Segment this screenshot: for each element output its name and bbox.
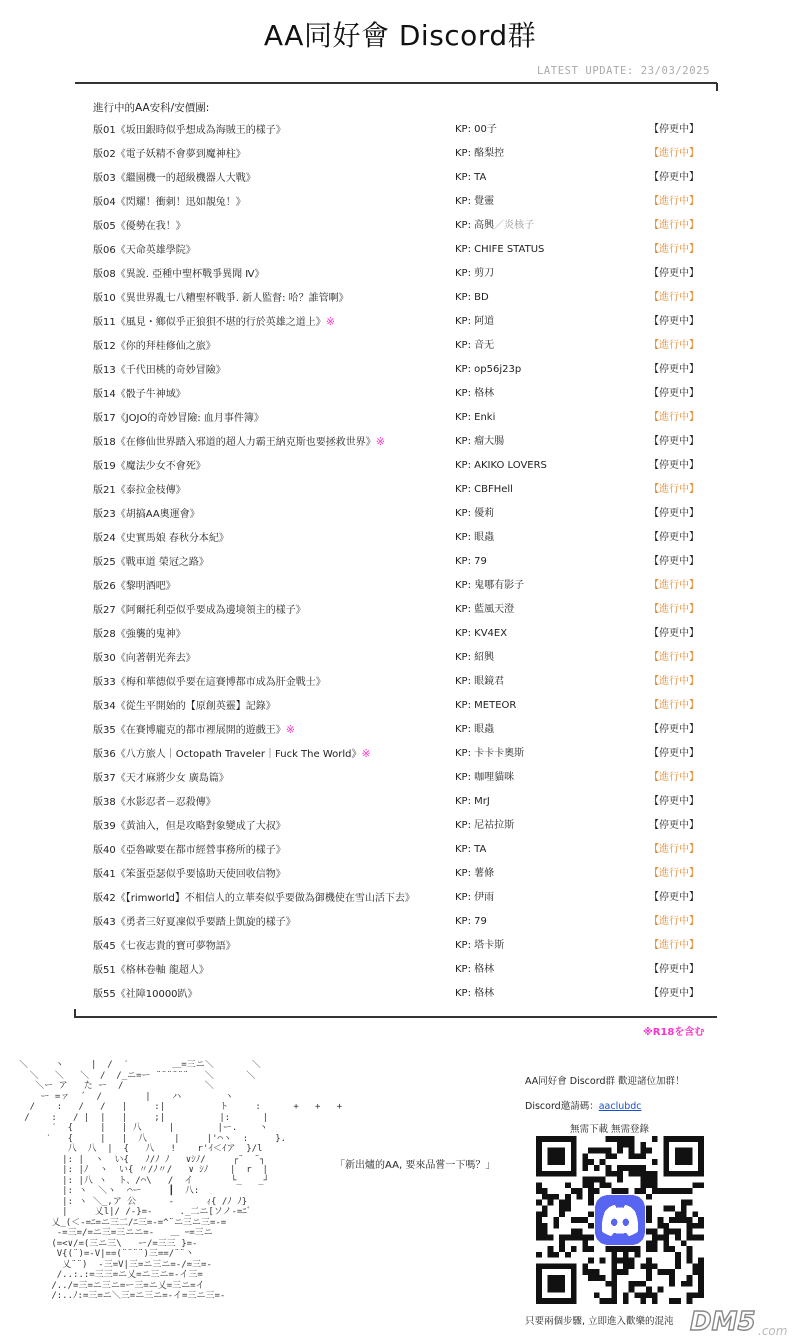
thread-title[interactable] [93, 814, 286, 839]
kp-name: KP: METEOR [455, 700, 517, 711]
thread-status: 【停更中】 [649, 364, 699, 375]
thread-status: 【進行中】 [649, 148, 699, 159]
thread-number: 版18 [93, 437, 116, 448]
invite-code [525, 1098, 642, 1112]
thread-title[interactable] [93, 310, 335, 335]
aa-quote: 「新出爐的AA, 要來品嘗一下嗎？」 [335, 1160, 496, 1171]
thread-status: 【停更中】 [649, 388, 699, 399]
thread-number: 版13 [93, 365, 116, 376]
thread-title[interactable] [93, 670, 326, 695]
thread-status: 【停更中】 [649, 820, 699, 831]
thread-row [93, 718, 703, 742]
kp-name: KP: 藍風天澄 [455, 604, 515, 615]
thread-kp [455, 742, 524, 766]
thread-name: 《笨蛋亞瑟似乎要協助天使回收信物》 [115, 869, 286, 880]
thread-title[interactable] [93, 358, 226, 383]
thread-status: 【進行中】 [649, 196, 699, 207]
thread-status: 【停更中】 [649, 268, 699, 279]
thread-status: 【進行中】 [649, 604, 699, 615]
svg-text:.com: .com [758, 1324, 788, 1338]
thread-title[interactable] [93, 646, 196, 671]
thread-status: 【停更中】 [649, 964, 699, 975]
thread-title[interactable] [93, 694, 276, 719]
thread-kp [455, 646, 494, 670]
thread-number: 版39 [93, 821, 116, 832]
thread-status: 【進行中】 [649, 868, 699, 879]
thread-title[interactable] [93, 478, 186, 503]
kp-name: KP: 鬼哪有影子 [455, 580, 525, 591]
kp-name: KP: 薯條 [455, 868, 495, 879]
kp-name: KP: 79 [455, 556, 487, 567]
thread-title[interactable] [93, 982, 198, 1007]
thread-row [93, 982, 703, 1006]
thread-row [93, 838, 703, 862]
kp-name: KP: 伊雨 [455, 892, 495, 903]
thread-kp [455, 982, 494, 1006]
thread-name: 《你的拜桂修仙之旅》 [115, 341, 216, 352]
thread-title[interactable] [93, 118, 286, 143]
thread-title[interactable] [93, 286, 349, 311]
kp-co-name: ／炎核子 [494, 220, 535, 231]
thread-title[interactable] [93, 742, 371, 767]
thread-name: 《優勢在我！》 [115, 221, 186, 232]
thread-kp [455, 166, 486, 190]
thread-row [93, 766, 703, 790]
thread-number: 版06 [93, 245, 116, 256]
last-update: LATEST UPDATE: 23/03/2025 [536, 65, 710, 77]
thread-title[interactable] [93, 574, 176, 599]
thread-row [93, 334, 703, 358]
thread-name: 《異世界亂七八糟聖杯戰爭. 新人監督: 哈？誰管啊》 [115, 293, 349, 304]
thread-kp [455, 766, 514, 790]
thread-title[interactable] [93, 382, 186, 407]
thread-title[interactable] [93, 190, 246, 215]
thread-row [93, 406, 703, 430]
thread-name: 《向著朝光奔去》 [115, 653, 196, 664]
thread-kp [455, 790, 490, 814]
thread-row [93, 934, 703, 958]
thread-kp [455, 142, 504, 166]
thread-title[interactable] [93, 622, 186, 647]
thread-title[interactable] [93, 526, 229, 551]
thread-row [93, 214, 703, 238]
thread-number: 版04 [93, 197, 116, 208]
thread-number: 版38 [93, 797, 116, 808]
thread-name: 《閃耀！衝刺！迅如靚兔！》 [115, 197, 246, 208]
thread-row [93, 862, 703, 886]
kp-name: KP: 優莉 [455, 508, 495, 519]
thread-status: 【進行中】 [649, 916, 699, 927]
thread-row [93, 502, 703, 526]
thread-name: 《骰子牛神域》 [115, 389, 186, 400]
thread-row [93, 286, 703, 310]
thread-title[interactable] [93, 766, 229, 791]
kp-name: KP: 尼祜拉斯 [455, 820, 515, 831]
thread-kp [455, 958, 494, 982]
thread-name: 《社障10000趴》 [115, 989, 198, 1000]
thread-kp [455, 358, 521, 382]
kp-name: KP: 卡卡卡奧斯 [455, 748, 525, 759]
kp-name: KP: 格林 [455, 988, 495, 999]
thread-number: 版12 [93, 341, 116, 352]
kp-name: KP: 高興 [455, 220, 495, 231]
thread-title[interactable] [93, 166, 256, 191]
thread-title[interactable] [93, 454, 206, 479]
thread-number: 版05 [93, 221, 116, 232]
thread-kp [455, 262, 494, 286]
thread-name: 《風見・鄉似乎正狼狽不堪的行於英雄之道上》 [115, 317, 326, 328]
thread-number: 版36 [93, 749, 116, 760]
thread-name: 《在賽博龐克的都市裡展開的遊戲王》 [115, 725, 286, 736]
kp-name: KP: 眼蟲 [455, 724, 495, 735]
thread-title[interactable] [93, 238, 196, 263]
thread-title[interactable] [93, 718, 295, 743]
thread-name: 《勇者三好夏凜似乎要踏上凱旋的樣子》 [115, 917, 296, 928]
bottom-rule [75, 1016, 717, 1018]
thread-name: 《水影忍者－忍殺傳》 [115, 797, 216, 808]
thread-status: 【進行中】 [649, 676, 699, 687]
kp-name: KP: TA [455, 172, 487, 183]
thread-row [93, 310, 703, 334]
dm5-watermark-logo [688, 1302, 798, 1340]
thread-name: 《黎明酒吧》 [115, 581, 176, 592]
thread-status: 【進行中】 [649, 580, 699, 591]
thread-kp [455, 334, 494, 358]
thread-status: 【停更中】 [649, 124, 699, 135]
kp-name: KP: 覺靈 [455, 196, 495, 207]
thread-row [93, 166, 703, 190]
thread-title[interactable] [93, 334, 216, 359]
section-heading: 進行中的AA安科/安價團: [93, 102, 210, 114]
thread-row [93, 190, 703, 214]
invite-code-link[interactable]: aaclubdc [598, 1101, 642, 1112]
thread-number: 版34 [93, 701, 116, 712]
thread-name: 《強襲的鬼神》 [115, 629, 186, 640]
thread-number: 版21 [93, 485, 116, 496]
thread-kp [455, 574, 524, 598]
thread-row [93, 574, 703, 598]
thread-title[interactable] [93, 430, 385, 455]
thread-status: 【停更中】 [649, 988, 699, 999]
thread-name: 《坂田銀時似乎想成為海賊王的樣子》 [115, 125, 286, 136]
thread-number: 版14 [93, 389, 116, 400]
thread-list [93, 118, 703, 1006]
thread-name: 《八方旅人｜Octopath Traveler｜Fuck The World》 [115, 749, 362, 760]
kp-name: KP: BD [455, 292, 489, 303]
thread-row [93, 142, 703, 166]
thread-number: 版01 [93, 125, 116, 136]
thread-name: 《阿爾托利亞似乎要成為邊境領主的樣子》 [115, 605, 306, 616]
page-title: AA同好會 Discord群 [263, 19, 537, 52]
thread-kp [455, 502, 494, 526]
thread-status: 【進行中】 [649, 340, 699, 351]
thread-kp [455, 430, 504, 454]
thread-kp [455, 550, 487, 574]
thread-status: 【進行中】 [649, 772, 699, 783]
thread-kp [455, 622, 507, 646]
kp-name: KP: CHIFE STATUS [455, 244, 545, 255]
thread-status: 【進行中】 [649, 844, 699, 855]
thread-title[interactable] [93, 886, 415, 911]
r18-mark: ※ [285, 723, 295, 736]
svg-text:DM5: DM5 [690, 1307, 756, 1337]
thread-status: 【停更中】 [649, 460, 699, 471]
kp-name: KP: 00子 [455, 124, 497, 135]
kp-name: KP: 格林 [455, 388, 495, 399]
thread-row [93, 478, 703, 502]
thread-row [93, 694, 703, 718]
thread-status: 【停更中】 [649, 748, 699, 759]
thread-row [93, 454, 703, 478]
thread-kp [455, 118, 497, 142]
kp-name: KP: TA [455, 844, 487, 855]
thread-status: 【停更中】 [649, 316, 699, 327]
thread-kp [455, 694, 516, 718]
thread-name: 《戰車道 榮冠之路》 [115, 557, 209, 568]
thread-status: 【進行中】 [649, 244, 699, 255]
thread-number: 版03 [93, 173, 116, 184]
thread-name: 《天命英雄學院》 [115, 245, 196, 256]
r18-mark: ※ [325, 315, 335, 328]
thread-status: 【停更中】 [649, 556, 699, 567]
thread-number: 版28 [93, 629, 116, 640]
thread-row [93, 670, 703, 694]
thread-kp [455, 886, 494, 910]
kp-name: KP: 眼鏡君 [455, 676, 505, 687]
thread-number: 版40 [93, 845, 116, 856]
discord-qr-code [536, 1136, 704, 1304]
thread-title[interactable] [93, 550, 209, 575]
r18-note: ※R18を含む [643, 1027, 705, 1038]
thread-row [93, 790, 703, 814]
thread-kp [455, 310, 494, 334]
thread-row [93, 550, 703, 574]
thread-name: 《泰拉金枝傳》 [115, 485, 186, 496]
thread-name: 《梅和華德似乎要在這賽博都市成為肝金戰士》 [115, 677, 326, 688]
discord-icon [595, 1195, 645, 1245]
kp-name: KP: CBFHell [455, 484, 513, 495]
thread-title[interactable] [93, 862, 286, 887]
thread-title[interactable] [93, 598, 306, 623]
thread-kp [455, 286, 489, 310]
thread-status: 【進行中】 [649, 292, 699, 303]
thread-row [93, 742, 703, 766]
invite-code-label: Discord邀請碼： [525, 1101, 599, 1112]
thread-number: 版33 [93, 677, 116, 688]
thread-row [93, 262, 703, 286]
thread-row [93, 358, 703, 382]
thread-kp [455, 838, 486, 862]
thread-kp [455, 814, 514, 838]
thread-kp [455, 670, 504, 694]
thread-kp [455, 382, 494, 406]
r18-mark: ※ [375, 435, 385, 448]
thread-status: 【停更中】 [649, 532, 699, 543]
thread-title[interactable] [93, 934, 236, 959]
thread-name: 《黃油入，但是攻略對象變成了大叔》 [115, 821, 286, 832]
kp-name: KP: KV4EX [455, 628, 508, 639]
thread-row [93, 910, 703, 934]
thread-row [93, 622, 703, 646]
thread-row [93, 430, 703, 454]
thread-kp [455, 214, 534, 238]
thread-status: 【進行中】 [649, 412, 699, 423]
thread-name: 《【rimworld】不相信人的立華奏似乎要做為御機使在雪山活下去》 [115, 893, 415, 904]
thread-number: 版41 [93, 869, 116, 880]
thread-name: 《JOJO的奇妙冒險: 血月事件簿》 [115, 413, 264, 424]
thread-title[interactable] [93, 214, 186, 239]
thread-kp [455, 862, 494, 886]
kp-name: KP: AKIKO LOVERS [455, 460, 547, 471]
thread-title[interactable] [93, 142, 246, 167]
thread-number: 版30 [93, 653, 116, 664]
thread-number: 版26 [93, 581, 116, 592]
thread-status: 【停更中】 [649, 172, 699, 183]
thread-row [93, 646, 703, 670]
thread-status: 【進行中】 [649, 220, 699, 231]
invite-title: AA同好會 Discord群 歡迎諸位加群！ [525, 1076, 685, 1087]
kp-name: KP: Enki [455, 412, 496, 423]
thread-kp [455, 526, 494, 550]
thread-status: 【進行中】 [649, 484, 699, 495]
thread-row [93, 238, 703, 262]
thread-number: 版08 [93, 269, 116, 280]
kp-name: KP: 塔卡斯 [455, 940, 505, 951]
thread-kp [455, 190, 494, 214]
thread-status: 【進行中】 [649, 700, 699, 711]
thread-number: 版37 [93, 773, 116, 784]
top-rule [75, 82, 717, 84]
thread-title[interactable] [93, 838, 286, 863]
thread-number: 版43 [93, 917, 116, 928]
thread-name: 《魔法少女不會死》 [115, 461, 206, 472]
thread-kp [455, 910, 487, 934]
thread-name: 《千代田桃的奇妙冒險》 [115, 365, 226, 376]
thread-number: 版27 [93, 605, 116, 616]
thread-number: 版55 [93, 989, 116, 1000]
thread-number: 版25 [93, 557, 116, 568]
thread-row [93, 886, 703, 910]
thread-title[interactable] [93, 910, 296, 935]
thread-kp [455, 454, 547, 478]
thread-number: 版51 [93, 965, 116, 976]
thread-title[interactable] [93, 790, 216, 815]
kp-name: KP: 79 [455, 916, 487, 927]
thread-number: 版19 [93, 461, 116, 472]
qr-caption: 只要兩個步驟, 立即進入歡樂的混沌 [525, 1316, 674, 1327]
thread-number: 版17 [93, 413, 116, 424]
thread-name: 《在修仙世界踏入邪道的超人力霸王納克斯也要拯救世界》 [115, 437, 376, 448]
ascii-art: ＼ ヽ | / ′ ＿=三ニ＼ ＼ ＼ ＼ ＼ / /_ニ=ー ¨¨¨¨¨¨ ＼ ＼ ＼ー ア た ー / ＼ ー =ァ ´ / | ハ ヽ / : / / | :| ト : + + + / : / | | | ;| |: | ′ { | | 八 | |ー. ヽ ′ { | | 八 | |'⌒ヽ : }. 八 八 | { 八 ! r'ｲ＜ｲア }/l |: | ヽ い{ ﾉ/ﾉ ﾉ ∨ｼﾉ/ ┌¨ ¨┐ |: |ﾉ ヽ い{ 〃/ﾉ〃/ ∨ ｼﾉ | r | |: |八 ヽ ト、/⌒\ / イ └_ _┘ |: ヽ ＼ヽ ⌒ー ┃ 八: |: ヽ ＼_,ア 公 - ｨ{ /ﾉ ﾉ} | 乂l|/ /‐}=- ._二ニ[ソノ‐=ﾆﾞ 乂_(＜-=ﾆ=ニ三二/ﾆ三=-=^¨ニ三ニ三=-= -=三=/=ニ三=三ニニ=- ＿ ｰ=三ニ (=<∨/=(三ニ三\ ー/=三三 }=- V{(¨)=-V|==(¨¨¨¨)三==/¨¨丶 乂¨¨) -三=V|三=ニ三ニ=-/=三=- /..:.:=三三=ニ乂=ニ三ニ=-イ三= /../=三=ニ三ニ=ー三=ニ乂=三ニ=イ /:..ﾉ:=三=ニ＼三=ニ三ニ=-イ=三ニ三=- [18, 1060, 343, 1301]
thread-kp [455, 934, 504, 958]
thread-name: 《史實馬娘 春秋分本紀》 [115, 533, 229, 544]
thread-row [93, 382, 703, 406]
no-download-note: 無需下載 無需登錄 [570, 1124, 650, 1135]
thread-number: 版23 [93, 509, 116, 520]
thread-kp [455, 718, 494, 742]
thread-row [93, 598, 703, 622]
thread-name: 《格林卷軸 龍超人》 [115, 965, 209, 976]
thread-name: 《亞魯歐要在都市經營事務所的樣子》 [115, 845, 286, 856]
thread-status: 【停更中】 [649, 796, 699, 807]
r18-mark: ※ [361, 747, 371, 760]
thread-row [93, 814, 703, 838]
thread-title[interactable] [93, 406, 264, 431]
kp-name: KP: 紹興 [455, 652, 495, 663]
thread-number: 版45 [93, 941, 116, 952]
kp-name: KP: op56j23p [455, 364, 522, 375]
thread-name: 《胡搞AA奧運會》 [115, 509, 200, 520]
thread-status: 【進行中】 [649, 940, 699, 951]
kp-name: KP: 眼蟲 [455, 532, 495, 543]
kp-name: KP: 阿道 [455, 316, 495, 327]
thread-status: 【停更中】 [649, 436, 699, 447]
thread-kp [455, 478, 513, 502]
kp-name: KP: 瘤大腸 [455, 436, 505, 447]
thread-title[interactable] [93, 262, 265, 287]
thread-status: 【停更中】 [649, 508, 699, 519]
thread-number: 版11 [93, 317, 116, 328]
kp-name: KP: 剪刀 [455, 268, 495, 279]
thread-number: 版02 [93, 149, 116, 160]
kp-name: KP: 格林 [455, 964, 495, 975]
kp-name: KP: 咖哩貓咪 [455, 772, 515, 783]
thread-title[interactable] [93, 502, 200, 527]
thread-number: 版10 [93, 293, 116, 304]
thread-name: 《繼園機一的超級機器人大戰》 [115, 173, 256, 184]
kp-name: KP: MrJ [455, 796, 490, 807]
thread-number: 版24 [93, 533, 116, 544]
thread-status: 【進行中】 [649, 652, 699, 663]
thread-status: 【停更中】 [649, 628, 699, 639]
thread-name: 《電子妖精不會夢到魔神柱》 [115, 149, 246, 160]
thread-kp [455, 598, 514, 622]
thread-kp [455, 238, 544, 262]
thread-status: 【停更中】 [649, 724, 699, 735]
thread-name: 《從生平開始的【原創英靈】記錄》 [115, 701, 276, 712]
thread-title[interactable] [93, 958, 209, 983]
kp-name: KP: 酪梨控 [455, 148, 505, 159]
kp-name: KP: 音无 [455, 340, 495, 351]
thread-number: 版42 [93, 893, 116, 904]
thread-row [93, 118, 703, 142]
thread-row [93, 526, 703, 550]
thread-name: 《異說. 亞種中聖杯戰爭異聞 Ⅳ》 [115, 269, 265, 280]
thread-number: 版35 [93, 725, 116, 736]
thread-name: 《七夜志貴的寶可夢物語》 [115, 941, 236, 952]
thread-status: 【停更中】 [649, 892, 699, 903]
thread-kp [455, 406, 495, 430]
thread-row [93, 958, 703, 982]
thread-name: 《天才麻將少女 廣島篇》 [115, 773, 229, 784]
